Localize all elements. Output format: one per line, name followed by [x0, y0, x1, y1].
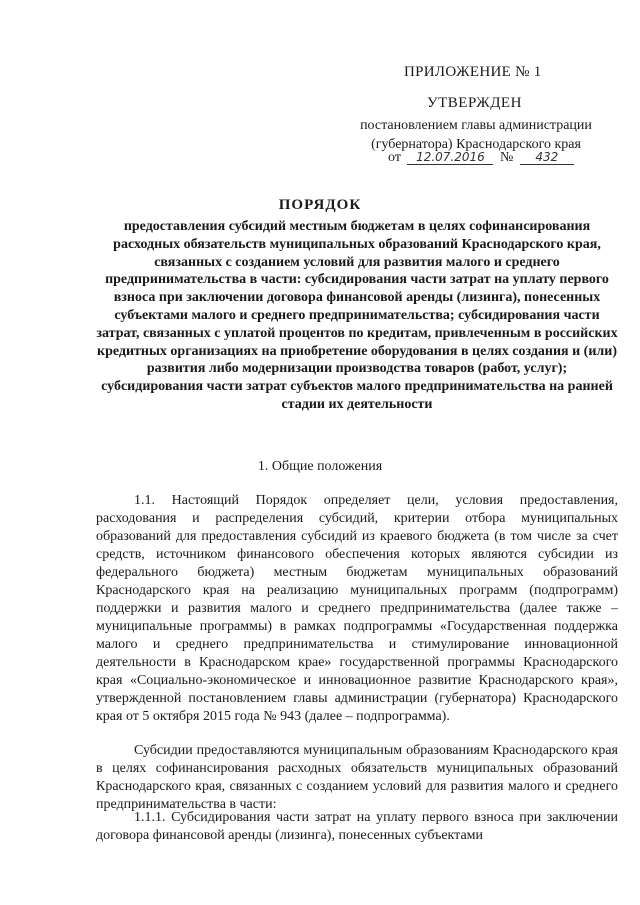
- section-heading: 1. Общие положения: [257, 459, 383, 474]
- handwritten-number: 432: [520, 150, 574, 165]
- resolution-text: постановлением главы администрации (губернатора) Краснодарского края: [360, 118, 592, 152]
- date-number-line: [388, 150, 574, 166]
- document-subtitle: предоставления субсидий местным бюджетам в целях софинансирования расходных обязательств муниципальных образований Краснодарского края, связанных с созданием условий для развития малого и среднего предпринимательства в части: субсидирования части затрат на уплату первого взноса при заключении договора финансовой аренды (лизинга), понесенных субъектами малого и среднего предпринимательства; субсидирования части затрат, связанных с уплатой процентов по кредитам, привлеченным в российских кредитных организациях на приобретение оборудования в целях создания и (или) развития либо модернизации производства товаров (работ, услуг); субсидирования части затрат субъектов малого предпринимательства на ранней стадии их деятельности: [96, 219, 618, 412]
- paragraph-1-1-1: 1.1.1. Субсидирования части затрат на уплату первого взноса при заключении договора финансовой аренды (лизинга), понесенных субъектами: [96, 810, 618, 843]
- paragraph-subsidies: Субсидии предоставляются муниципальным образованиям Краснодарского края в целях софинансирования расходных обязательств муниципальных образований Краснодарского края, связанных с созданием условий для развития малого и среднего предпринимательства в части:: [96, 743, 618, 812]
- number-sign: №: [499, 150, 514, 165]
- handwritten-date: 12.07.2016: [407, 150, 493, 165]
- paragraph-1-1: 1.1. Настоящий Порядок определяет цели, условия предоставления, расходования и распределения субсидий, критерии отбора муниципальных образований для предоставления субсидий из краевого бюджета (в том числе за счет средств, источником финансового обеспечения которых являются субсидии из федерального бюджета) местным бюджетам муниципальных образований Краснодарского края на реализацию муниципальных программ (подпрограмм) поддержки и развития малого и среднего предпринимательства (далее также – муниципальные программы) в рамках подпрограммы «Государственная поддержка малого и среднего предпринимательства и стимулирование инновационной деятельности в Краснодарском крае» государственной программы Краснодарского края «Социально-экономическое и инновационное развитие Краснодарского края», утвержденной постановлением главы администрации (губернатора) Краснодарского края от 5 октября 2015 года № 943 (далее – подпрограмма).: [96, 493, 618, 724]
- approved-label: УТВЕРЖДЕН: [427, 95, 522, 111]
- appendix-label: ПРИЛОЖЕНИЕ № 1: [404, 64, 542, 80]
- date-prefix: от: [388, 150, 401, 165]
- document-title: ПОРЯДОК: [278, 197, 362, 213]
